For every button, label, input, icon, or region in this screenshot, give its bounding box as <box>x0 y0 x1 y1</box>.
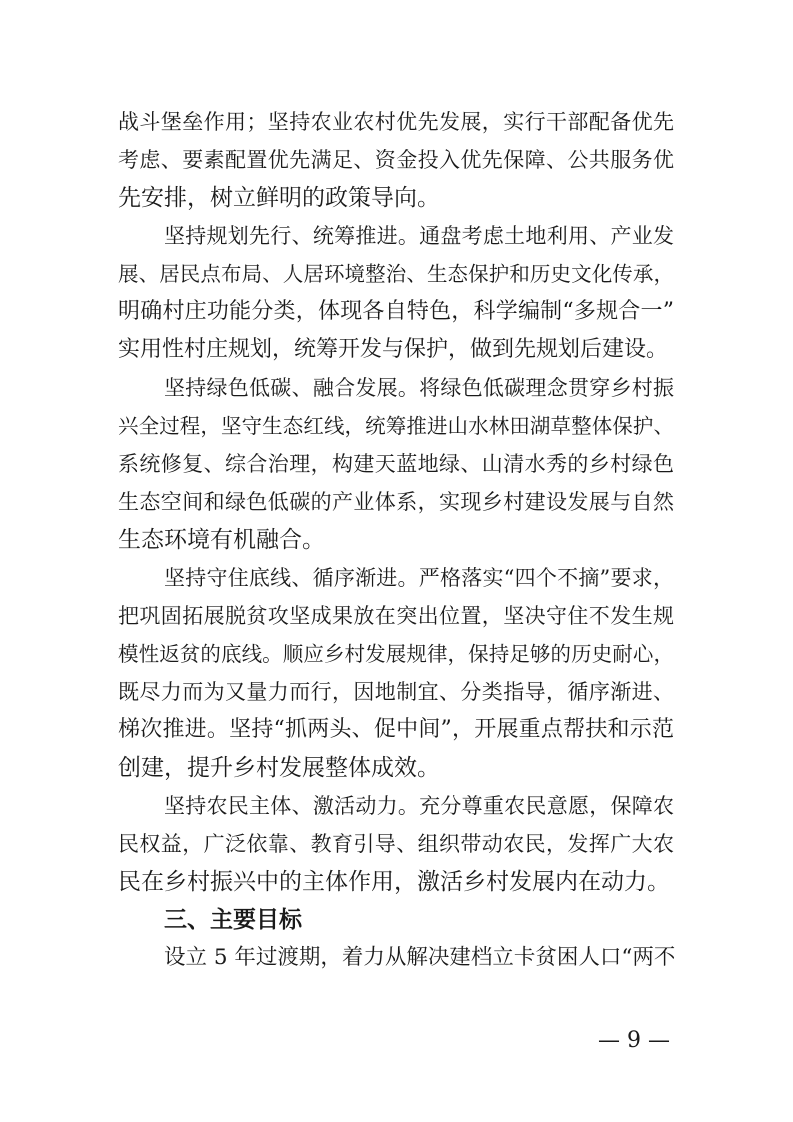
text-line: 民权益，广泛依靠、教育引导、组织带动农民，发挥广大农 <box>118 832 674 856</box>
text-line: 战斗堡垒作用；坚持农业农村优先发展，实行干部配备优先 <box>118 110 674 134</box>
paragraph-first-line: 坚持守住底线、循序渐进。严格落实“四个不摘”要求， <box>164 566 674 590</box>
paragraph-first-line: 坚持规划先行、统筹推进。通盘考虑土地利用、产业发 <box>164 224 674 248</box>
text-line: 生态环境有机融合。 <box>118 527 325 553</box>
text-line: 模性返贫的底线。顺应乡村发展规律，保持足够的历史耐心， <box>118 642 674 666</box>
text-line: 创建，提升乡村发展整体成效。 <box>118 755 440 781</box>
text-line: 把巩固拓展脱贫攻坚成果放在突出位置，坚决守住不发生规 <box>118 604 674 628</box>
text-line: 考虑、要素配置优先满足、资金投入优先保障、公共服务优 <box>118 148 674 172</box>
section-heading: 三、主要目标 <box>164 907 302 933</box>
text-line: 既尽力而为又量力而行，因地制宜、分类指导，循序渐进、 <box>118 680 674 704</box>
paragraph-first-line: 坚持农民主体、激活动力。充分尊重农民意愿，保障农 <box>164 794 674 818</box>
text-line: 实用性村庄规划，统筹开发与保护，做到先规划后建设。 <box>118 337 669 362</box>
paragraph-first-line: 设立 5 年过渡期，着力从解决建档立卡贫困人口“两不 <box>164 945 676 970</box>
text-line: 民在乡村振兴中的主体作用，激活乡村发展内在动力。 <box>118 869 670 895</box>
paragraph-first-line: 坚持绿色低碳、融合发展。将绿色低碳理念贯穿乡村振 <box>164 376 674 400</box>
page-number: — 9 — <box>598 1028 670 1053</box>
text-line: 生态空间和绿色低碳的产业体系，实现乡村建设发展与自然 <box>118 490 674 514</box>
text-line: 明确村庄功能分类，体现各自特色，科学编制“多规合一” <box>118 299 674 324</box>
text-line: 兴全过程，坚守生态红线，统筹推进山水林田湖草整体保护、 <box>118 414 674 438</box>
text-line: 梯次推进。坚持“抓两头、促中间”，开展重点帮扶和示范 <box>118 717 674 742</box>
text-line: 系统修复、综合治理，构建天蓝地绿、山清水秀的乡村绿色 <box>118 452 674 476</box>
text-line: 展、居民点布局、人居环境整治、生态保护和历史文化传承， <box>118 262 674 286</box>
text-line: 先安排，树立鲜明的政策导向。 <box>118 185 440 211</box>
